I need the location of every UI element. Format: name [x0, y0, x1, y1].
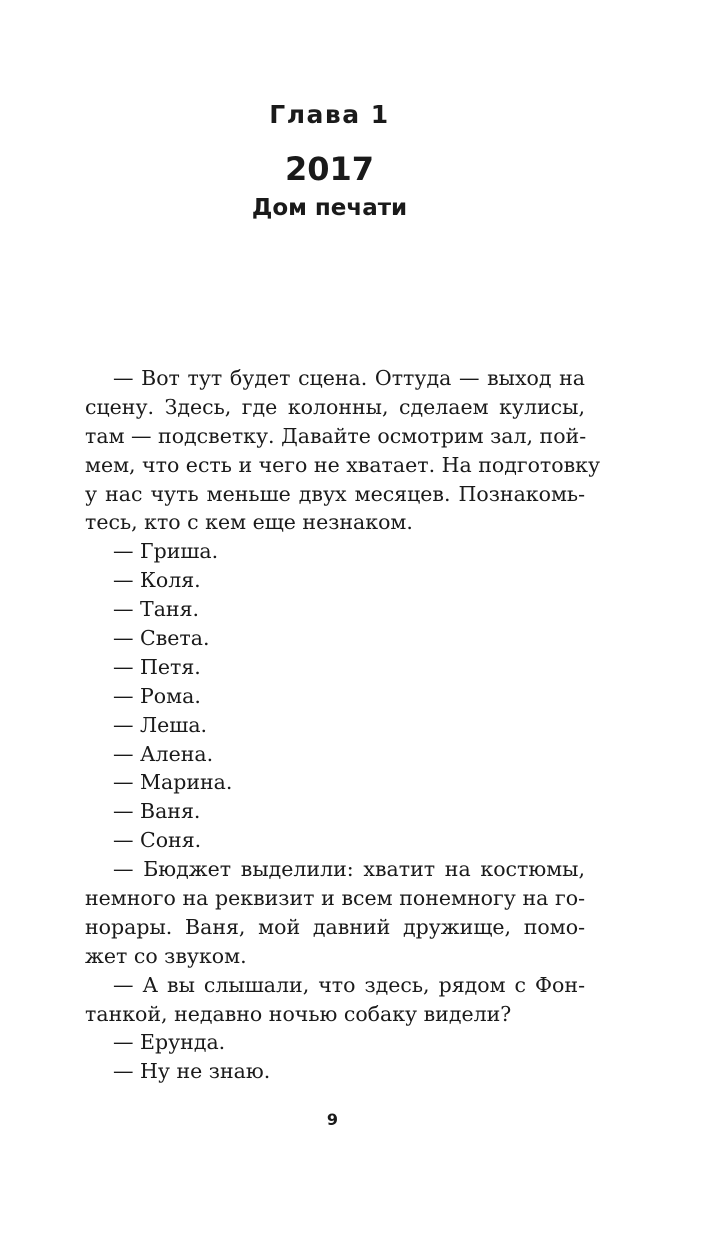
- text-line: — Леша.: [113, 712, 208, 737]
- text-line: — Соня.: [113, 828, 202, 853]
- text-line: — Света.: [113, 626, 210, 651]
- text-line: — Таня.: [113, 597, 200, 622]
- chapter-year: 2017: [284, 150, 375, 188]
- text-line: тесь, кто с кем еще незнаком.: [85, 510, 413, 535]
- text-line: — Вот тут будет сцена. Оттуда — выход на: [113, 366, 585, 390]
- page-number: 9: [326, 1110, 339, 1129]
- body-text: [85, 364, 601, 1086]
- text-line: — Алена.: [113, 741, 214, 766]
- text-line: — Ерунда.: [113, 1030, 226, 1055]
- text-line: танкой, недавно ночью собаку видели?: [85, 1001, 512, 1026]
- text-line: немного на реквизит и всем понемногу на го-: [85, 886, 585, 911]
- text-line: — Коля.: [113, 568, 201, 593]
- text-line: там — подсветку. Давайте осмотрим зал, пой-: [85, 423, 587, 448]
- text-line: жет со звуком.: [85, 943, 247, 968]
- text-line: — Марина.: [113, 770, 233, 795]
- text-line: мем, что есть и чего не хватает. На подготовку: [85, 452, 601, 477]
- text-line: — Ваня.: [113, 799, 201, 824]
- text-line: — Петя.: [113, 654, 201, 679]
- text-line: у нас чуть меньше двух месяцев. Познакомь-: [85, 481, 585, 506]
- chapter-subtitle: Дом печати: [251, 195, 408, 221]
- text-line: — Бюджет выделили: хватит на костюмы,: [113, 857, 585, 882]
- text-line: — Гриша.: [113, 539, 219, 564]
- text-line: — Рома.: [113, 683, 201, 708]
- text-line: сцену. Здесь, где колонны, сделаем кулисы,: [85, 394, 585, 419]
- text-line: — А вы слышали, что здесь, рядом с Фон-: [113, 972, 585, 997]
- chapter-heading: Глава 1: [269, 100, 390, 129]
- text-line: норары. Ваня, мой давний дружище, помо-: [85, 914, 585, 939]
- text-line: — Ну не знаю.: [113, 1059, 271, 1084]
